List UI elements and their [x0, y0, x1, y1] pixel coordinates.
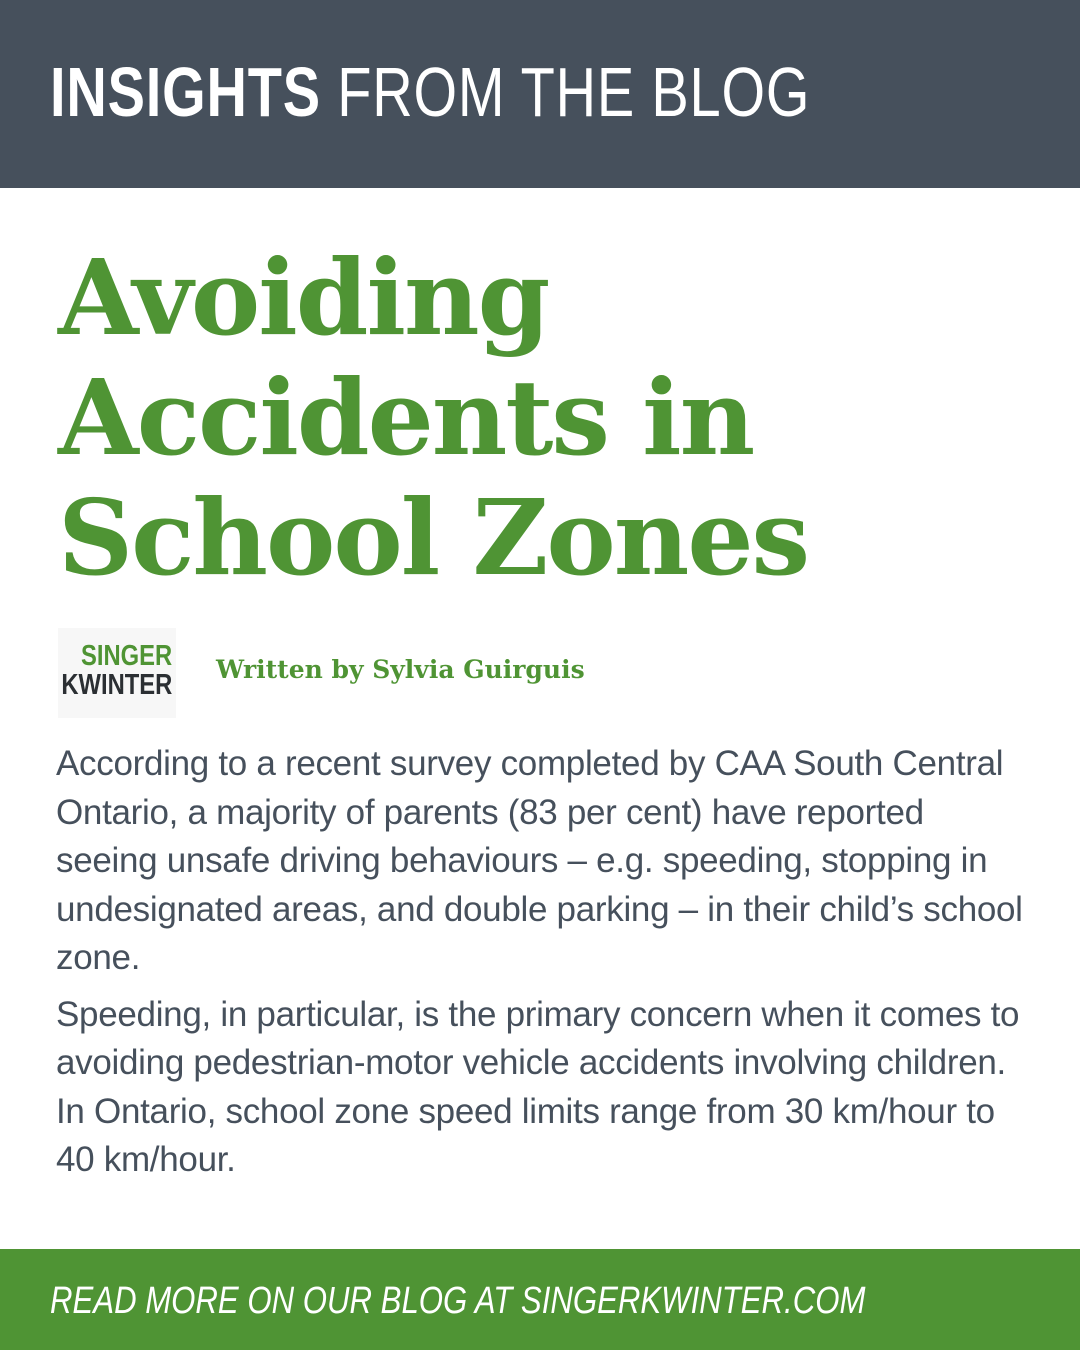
brand-logo [58, 628, 176, 718]
author-byline: Written by Sylvia Guirguis [216, 655, 585, 684]
header-title-strong: INSIGHTS [50, 53, 321, 131]
article-body [56, 740, 1026, 1193]
header-title [50, 52, 810, 132]
footer-cta-text: READ MORE ON OUR BLOG AT SINGERKWINTER.COM [50, 1280, 866, 1322]
header-banner [0, 0, 1080, 188]
article-title: Avoiding Accidents in School Zones [58, 236, 809, 599]
logo-line-singer: SINGER [80, 640, 172, 672]
header-title-light: FROM THE BLOG [337, 53, 811, 131]
footer-banner [0, 1249, 1080, 1350]
body-paragraph: Speeding, in particular, is the primary concern when it comes to avoiding pedestrian-motor vehicle accidents involving children. In Ontario, school zone speed limits range from 30 km/hour to 40 km/hour. [56, 994, 1020, 1179]
body-paragraph: According to a recent survey completed by CAA South Central Ontario, a majority of parents (83 per cent) have reported seeing unsafe driving behaviours – e.g. speeding, stopping in undesignated areas, and double parking – in their child’s school zone. [56, 744, 1023, 977]
logo-line-kwinter: KWINTER [61, 669, 172, 701]
